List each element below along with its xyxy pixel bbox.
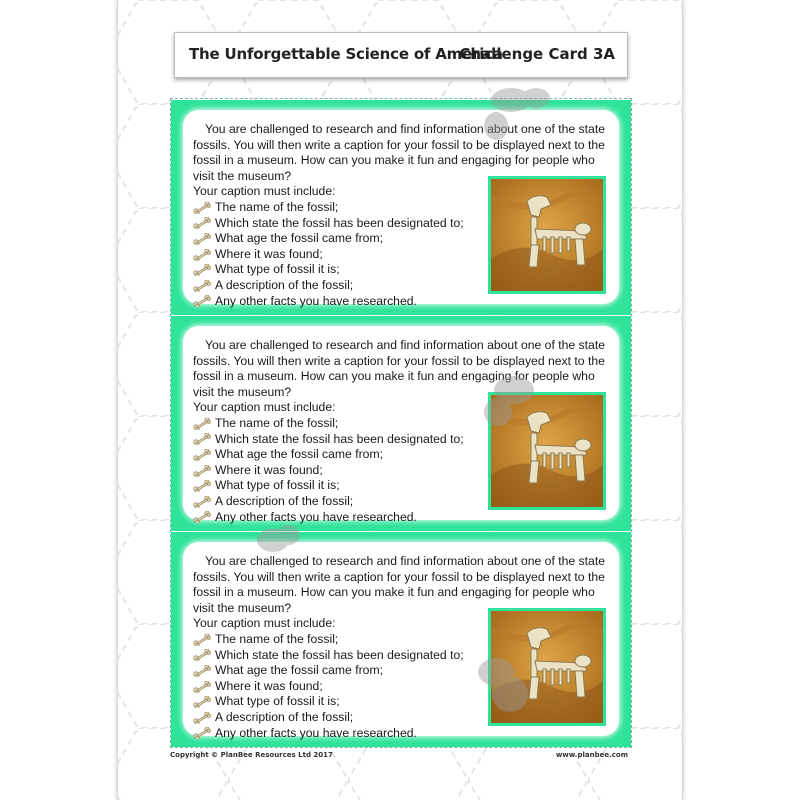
list-item-text: Any other facts you have researched. — [215, 725, 417, 740]
card-intro: You are challenged to research and find information about one of the state fossils. You will then write a caption for your fossil to be displayed next to the fossil in a museum. How can you make it fun and engaging for people who visit the museum? — [193, 554, 605, 615]
list-item-text: The name of the fossil; — [215, 415, 339, 430]
list-item-text: A description of the fossil; — [215, 709, 354, 724]
card-label: Challenge Card 3A — [459, 45, 615, 63]
card-lead: Your caption must include: — [193, 400, 336, 415]
worksheet-page — [118, 0, 682, 800]
list-item-text: Which state the fossil has been designated to; — [215, 647, 464, 662]
card-lead: Your caption must include: — [193, 616, 336, 631]
list-item-text: What age the fossil came from; — [215, 447, 383, 462]
list-item-text: Where it was found; — [215, 678, 323, 693]
list-item-text: Which state the fossil has been designated to; — [215, 215, 464, 230]
list-item-text: Which state the fossil has been designated to; — [215, 431, 464, 446]
bee-watermark — [118, 0, 682, 800]
footer-copyright: Copyright © PlanBee Resources Ltd 2017 — [170, 751, 333, 759]
list-item-text: What type of fossil it is; — [215, 478, 340, 493]
list-item-text: Where it was found; — [215, 246, 323, 261]
footer-url[interactable]: www.planbee.com — [555, 751, 628, 759]
list-item-text: The name of the fossil; — [215, 199, 339, 214]
list-item-text: What type of fossil it is; — [215, 262, 340, 277]
list-item-text: A description of the fossil; — [215, 277, 354, 292]
list-item-text: Any other facts you have researched. — [215, 509, 417, 524]
list-item-text: Where it was found; — [215, 462, 323, 477]
list-item-text: Any other facts you have researched. — [215, 293, 417, 308]
list-item-text: What age the fossil came from; — [215, 663, 383, 678]
list-item-text: The name of the fossil; — [215, 631, 339, 646]
page-title: The Unforgettable Science of America — [189, 45, 503, 63]
list-item-text: What type of fossil it is; — [215, 694, 340, 709]
card-intro: You are challenged to research and find information about one of the state fossils. You will then write a caption for your fossil to be displayed next to the fossil in a museum. How can you make it fun and engaging for people who visit the museum? — [193, 122, 605, 183]
list-item-text: A description of the fossil; — [215, 493, 354, 508]
list-item-text: What age the fossil came from; — [215, 231, 383, 246]
card-intro: You are challenged to research and find information about one of the state fossils. You will then write a caption for your fossil to be displayed next to the fossil in a museum. How can you make it fun and engaging for people who visit the museum? — [193, 338, 605, 399]
card-lead: Your caption must include: — [193, 184, 336, 199]
